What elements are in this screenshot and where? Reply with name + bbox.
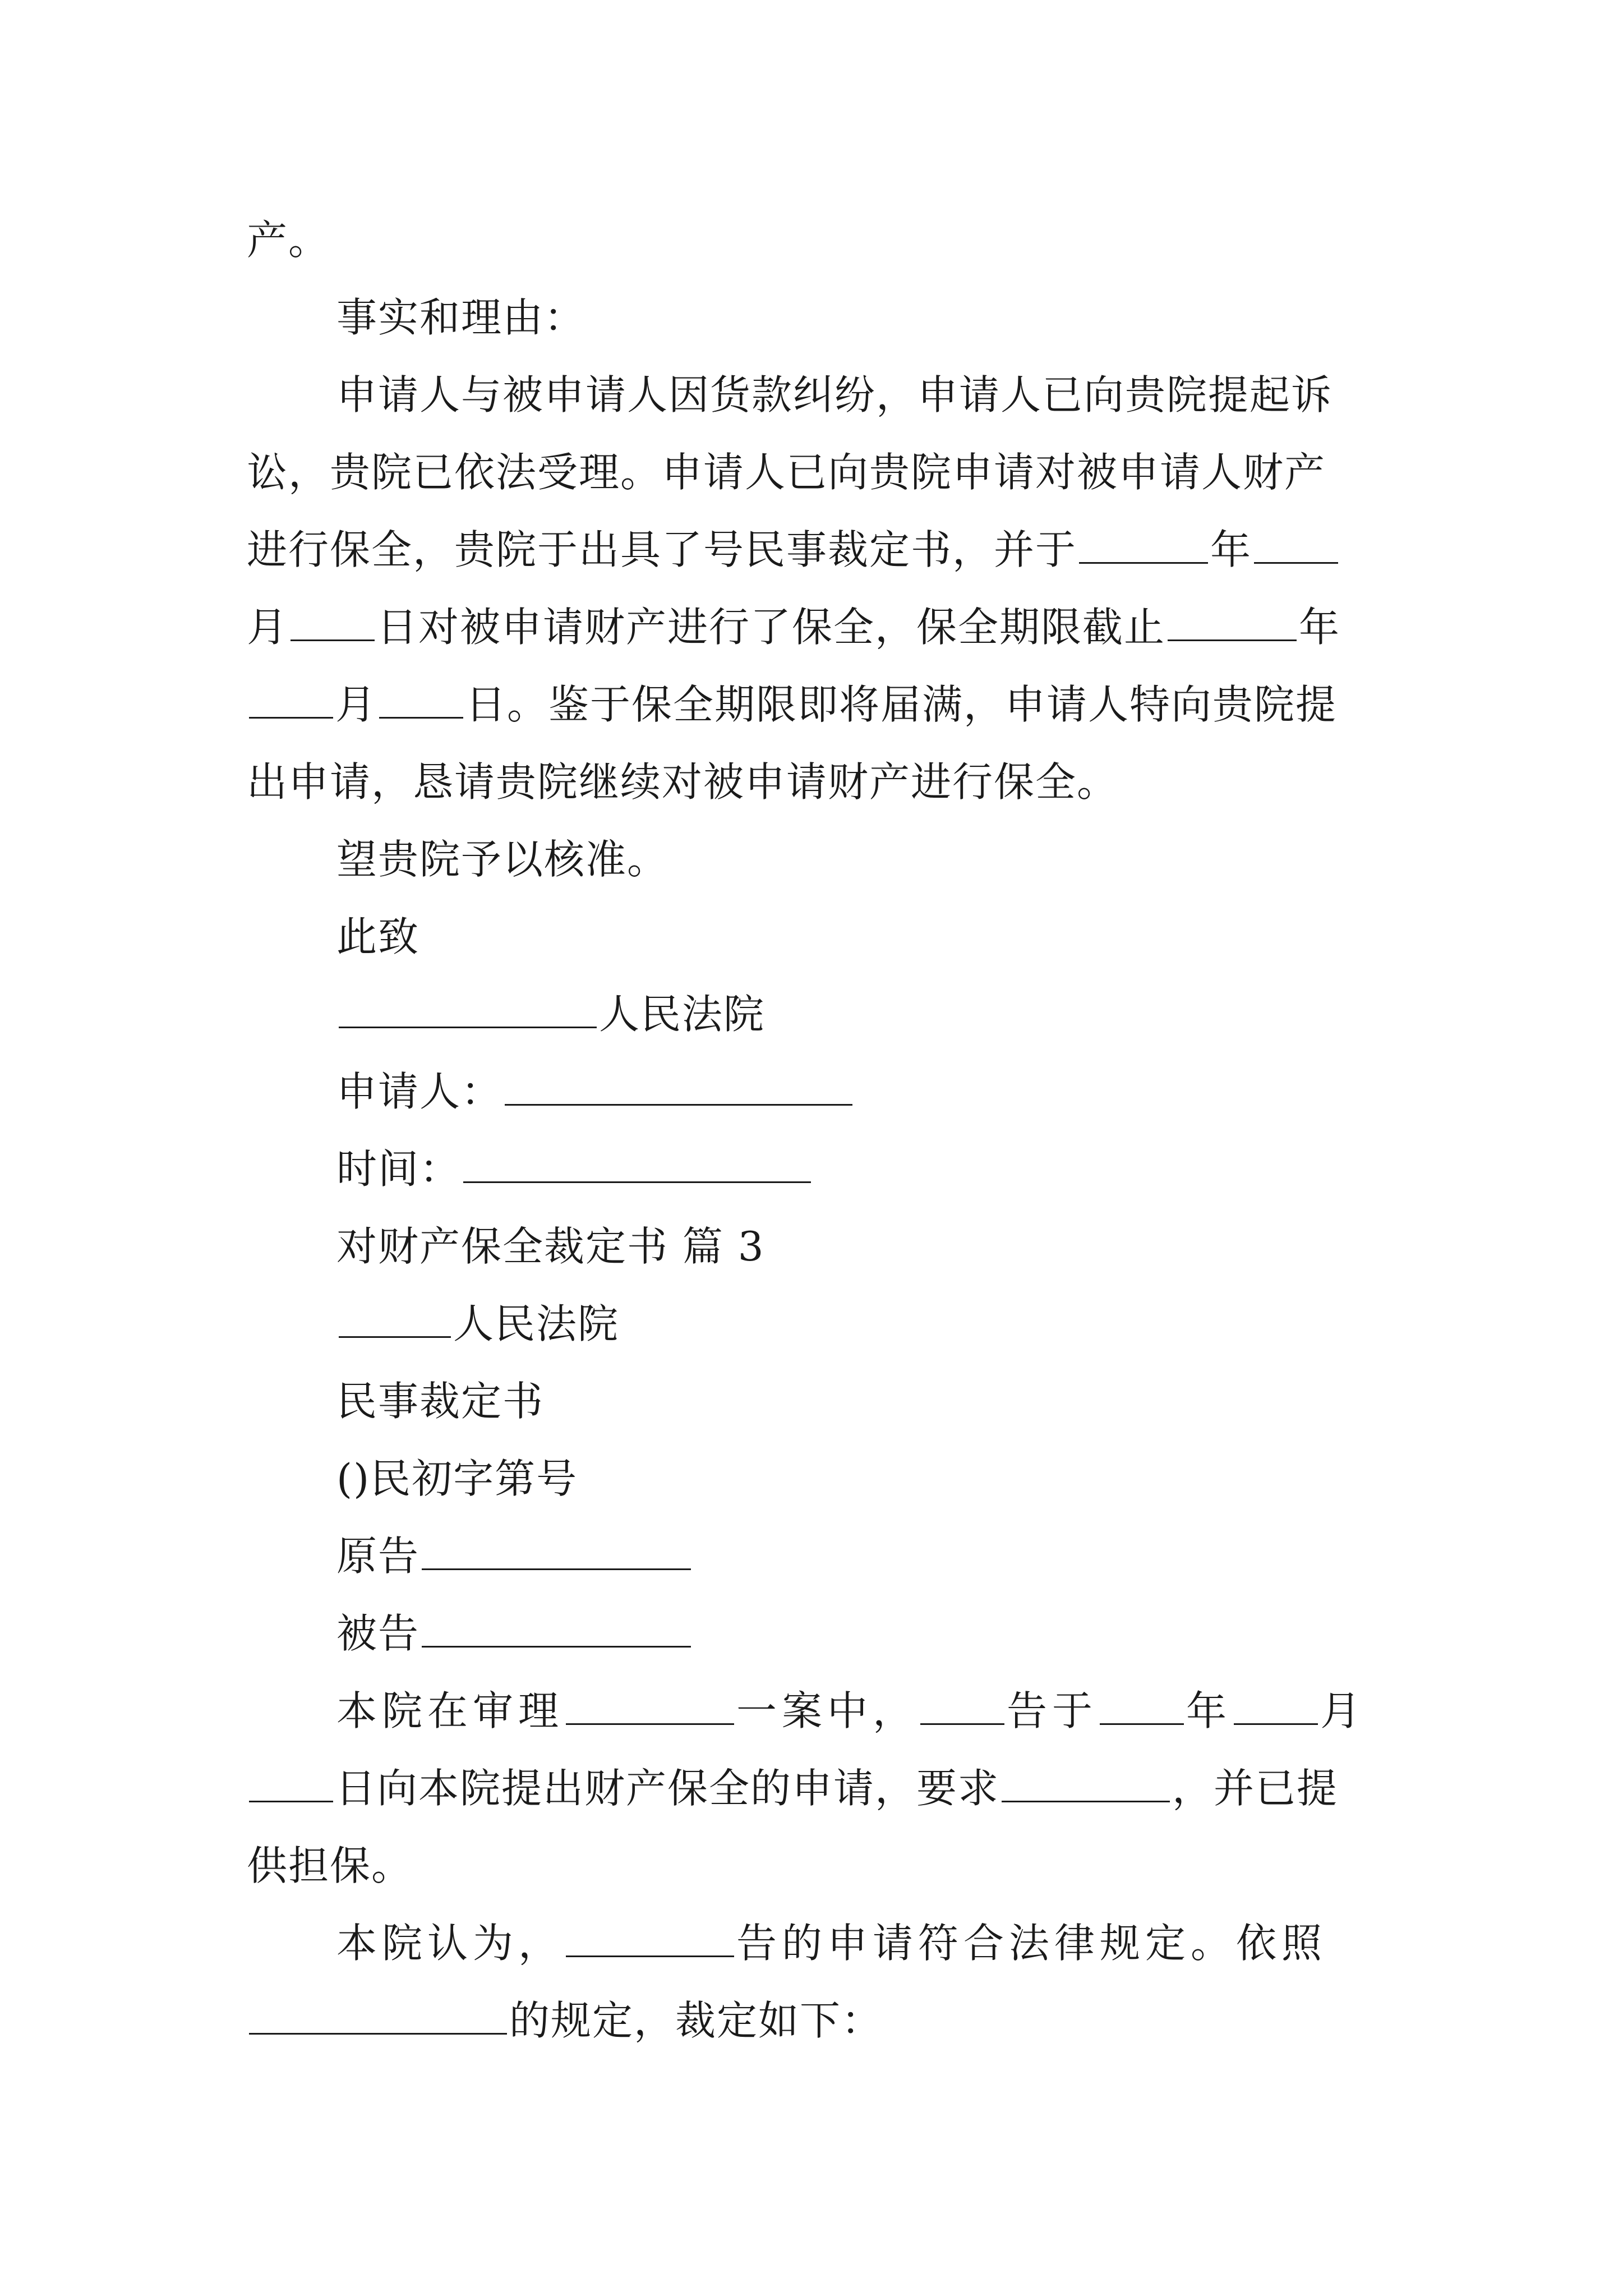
case-number-text: ()民初字第号: [336, 1455, 578, 1502]
paragraph-text: 年: [1210, 526, 1252, 573]
paragraph-line: [247, 1994, 1385, 2047]
court-name-blank: [339, 990, 597, 1028]
time-line: [336, 1142, 1385, 1196]
time-blank: [463, 1144, 811, 1183]
fill-blank: [1254, 525, 1338, 564]
fill-blank: [249, 680, 333, 719]
plaintiff-line: [336, 1529, 1385, 1583]
paragraph-line: [247, 600, 1385, 654]
fill-blank: [249, 1996, 507, 2035]
paragraph-text: 供担保。: [247, 1842, 413, 1889]
defendant-line: [336, 1607, 1385, 1660]
paragraph-text: 讼，贵院已依法受理。申请人已向贵院申请对被申请人财产: [247, 449, 1326, 496]
paragraph-text: ，并已提: [1172, 1765, 1339, 1812]
paragraph-text: 申请人与被申请人因货款纠纷，申请人已向贵院提起诉: [336, 371, 1333, 418]
court-line: [336, 1297, 1385, 1351]
paragraph-line: [336, 368, 1385, 422]
fill-blank: [1234, 1686, 1318, 1725]
section-title-text: 对财产保全裁定书 篇 3: [336, 1223, 765, 1270]
paragraph-text: 告的申请符合法律规定。依照: [736, 1920, 1327, 1967]
paragraph-text: 进行保全，贵院于出具了号民事裁定书，并于: [247, 526, 1077, 573]
paragraph-text: 月: [1320, 1687, 1366, 1734]
plaintiff-blank: [422, 1531, 691, 1570]
continuation-text: 产。: [247, 217, 330, 264]
fill-blank: [249, 1764, 333, 1802]
fill-blank: [566, 1918, 734, 1957]
time-label: 时间：: [336, 1145, 462, 1193]
plaintiff-label: 原告: [336, 1533, 420, 1580]
paragraph-text: 一案中，: [736, 1687, 919, 1734]
fill-blank: [920, 1686, 1004, 1725]
defendant-blank: [422, 1609, 691, 1648]
facts-heading-text: 事实和理由：: [336, 294, 586, 341]
text-line: [247, 213, 1385, 267]
case-number-line: [336, 1452, 1385, 1506]
paragraph-text: 日对被申请财产进行了保全，保全期限截止: [377, 604, 1166, 651]
salutation-line: [336, 910, 1385, 964]
fill-blank: [1002, 1764, 1170, 1802]
approval-text: 望贵院予以核准。: [336, 836, 669, 883]
paragraph-text: 日。鉴于保全期限即将届满，申请人特向贵院提: [465, 681, 1338, 728]
paragraph-text: 年: [1299, 604, 1341, 651]
fill-blank: [291, 602, 375, 641]
section-title: [336, 1220, 1385, 1273]
court-suffix: 人民法院: [599, 991, 766, 1038]
fill-blank: [1168, 602, 1297, 641]
defendant-label: 被告: [336, 1610, 420, 1657]
paragraph-line: [336, 1916, 1385, 1970]
paragraph-line: [247, 755, 1385, 809]
fill-blank: [1100, 1686, 1184, 1725]
approval-line: [336, 832, 1385, 886]
salutation-text: 此致: [336, 913, 420, 960]
ruling-title-text: 民事裁定书: [336, 1378, 545, 1425]
applicant-line: [336, 1065, 1385, 1119]
paragraph-text: 本院在审理: [336, 1687, 564, 1734]
applicant-blank: [505, 1067, 852, 1106]
paragraph-text: 月: [247, 604, 289, 651]
facts-heading: [336, 291, 1385, 344]
paragraph-text: 月: [335, 681, 377, 728]
applicant-label: 申请人：: [336, 1068, 503, 1115]
paragraph-line: [247, 678, 1385, 731]
paragraph-line: [247, 1761, 1385, 1815]
paragraph-line: [336, 1684, 1385, 1738]
paragraph-line: [247, 523, 1385, 577]
ruling-title: [336, 1374, 1385, 1428]
paragraph-line: [247, 445, 1385, 499]
paragraph-text: 年: [1186, 1687, 1232, 1734]
court-name-blank: [339, 1299, 451, 1338]
fill-blank: [379, 680, 463, 719]
paragraph-text: 的规定，裁定如下：: [509, 1997, 883, 2044]
paragraph-text: 告于: [1007, 1687, 1098, 1734]
fill-blank: [566, 1686, 734, 1725]
court-line: [336, 987, 1385, 1041]
paragraph-text: 出申请，恳请贵院继续对被申请财产进行保全。: [247, 758, 1119, 806]
paragraph-text: 本院认为，: [336, 1920, 564, 1967]
paragraph-line: [247, 1839, 1385, 1893]
court-suffix: 人民法院: [453, 1300, 620, 1347]
fill-blank: [1079, 525, 1208, 564]
paragraph-text: 日向本院提出财产保全的申请，要求: [335, 1765, 1000, 1812]
